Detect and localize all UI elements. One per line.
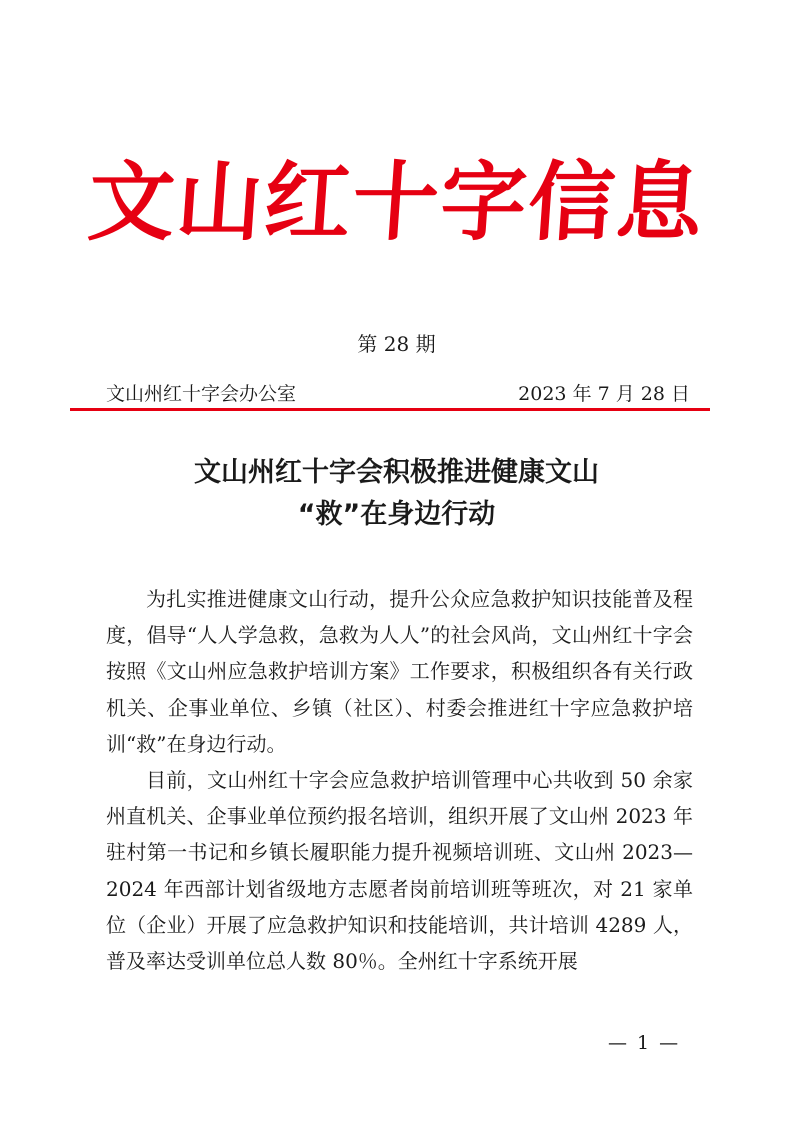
article-headline xyxy=(0,452,793,536)
page-number: — 1 — xyxy=(608,1032,681,1054)
issuing-office: 文山州红十字会办公室 xyxy=(106,383,297,405)
headline-line-2: “救”在身边行动 xyxy=(297,499,496,530)
article-body xyxy=(106,581,693,979)
paragraph: 为扎实推进健康文山行动，提升公众应急救护知识技能普及程度，倡导“人人学急救，急救为人人”的社会风尚，文山州红十字会按照《文山州应急救护培训方案》工作要求，积极组织各有关行政机关、企事业单位、乡镇（社区）、村委会推进红十字应急救护培训“救”在身边行动。 xyxy=(106,587,693,756)
paragraph: 目前，文山州红十字会应急救护培训管理中心共收到 50 余家州直机关、企事业单位预约报名培训，组织开展了文山州 2023 年驻村第一书记和乡镇长履职能力提升视频培训班、文山州 2023—2024 年西部计划省级地方志愿者岗前培训班等班次，对 21 家单位（企业）开展了应急救护知识和技能培训，共计培训 4289 人，普及率达受训单位总人数 80％。全州红十字系统开展 xyxy=(106,768,693,974)
issue-number: 第 28 期 xyxy=(357,332,436,356)
issue-date: 2023 年 7 月 28 日 xyxy=(518,383,690,405)
headline-line-1: 文山州红十字会积极推进健康文山 xyxy=(194,457,599,488)
red-divider-line xyxy=(70,408,710,411)
masthead-title: 文山红十字信息 xyxy=(85,153,708,253)
